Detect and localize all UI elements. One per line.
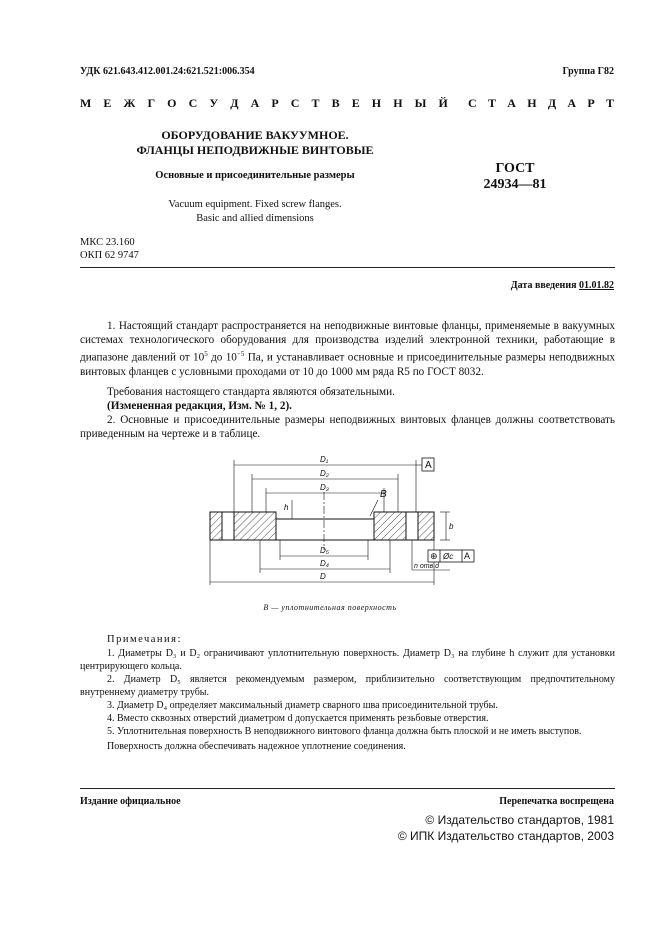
banner-letter: Д <box>547 96 557 110</box>
banner-letter: Н <box>371 96 382 110</box>
gost-label: ГОСТ <box>495 161 535 176</box>
banner-word-1 <box>80 96 448 111</box>
label-d: D <box>320 572 326 581</box>
paragraph-1-part-b: до 10 <box>207 351 237 364</box>
note-5: 5. Уплотнительная поверхность В неподвижного винтового фланца должна быть плоской и не иметь выступов. <box>107 726 582 737</box>
gost-number <box>470 161 560 193</box>
paragraph-1 <box>80 319 615 379</box>
label-h: h <box>284 503 289 512</box>
banner-letter: Т <box>605 96 614 110</box>
tolerance-datum: A <box>464 551 471 561</box>
bolt-hole-left <box>222 512 234 540</box>
tolerance-value: Øc <box>443 552 454 561</box>
label-d1: D₁ <box>320 455 329 464</box>
header-divider <box>80 267 615 268</box>
note-1: 1. Диаметры D₃ и D₂ ограничивают уплотнительную поверхность. Диаметр D₃ на глубине h служит для установки центрирующего кольца. <box>80 648 615 672</box>
banner-letter: А <box>567 96 577 110</box>
banner-letter: С <box>188 96 198 110</box>
banner-letter: Р <box>271 96 279 110</box>
english-title-line-1: Vacuum equipment. Fixed screw flanges. <box>168 199 342 210</box>
flange-bore <box>276 519 374 540</box>
reprint-prohibited: Перепечатка воспрещена <box>499 796 614 807</box>
bolt-hole-right <box>406 512 418 540</box>
label-d5: D₅ <box>320 546 329 555</box>
flange-drawing <box>200 452 471 582</box>
intro-date-value: 01.01.82 <box>579 280 614 291</box>
banner-letter: Е <box>351 96 360 110</box>
official-edition: Издание официальное <box>80 796 181 807</box>
pressure-exponent-2: −5 <box>236 350 245 358</box>
banner-letter: А <box>250 96 260 110</box>
copyright-2003: © ИПК Издательство стандартов, 2003 <box>397 829 614 843</box>
note-2: 2. Диаметр D₅ является рекомендуемым размером, приблизительно соответствующим предпочтительному внутреннему диаметру трубы. <box>80 674 615 698</box>
banner-letter: Й <box>438 96 448 110</box>
banner-letter: А <box>507 96 516 110</box>
banner-letter: С <box>290 96 300 110</box>
label-b: b <box>449 522 454 531</box>
banner-letter: Р <box>587 96 595 110</box>
banner-letter: Ж <box>123 96 136 110</box>
banner-letter: Т <box>487 96 496 110</box>
label-d2: D₂ <box>320 469 329 478</box>
label-d3: D₃ <box>320 483 329 492</box>
banner-letter: Т <box>311 96 320 110</box>
tolerance-symbol: ⊕ <box>430 551 438 561</box>
pressure-exponent-1: 5 <box>204 350 208 358</box>
label-d4: D₄ <box>320 559 329 568</box>
banner-letter: У <box>209 96 219 110</box>
paragraph-amendment: (Измененная редакция, Изм. № 1, 2). <box>107 400 292 412</box>
flange-section-left <box>210 512 276 540</box>
copyright-1981: © Издательство стандартов, 1981 <box>425 813 614 827</box>
banner-letter: М <box>80 96 92 110</box>
drawing-caption: В — уплотнительная поверхность <box>263 603 397 612</box>
banner-letter: Е <box>103 96 112 110</box>
english-title-line-2: Basic and allied dimensions <box>196 213 314 224</box>
note-4: 4. Вместо сквозных отверстий диаметром d допускается применять резьбовые отверстия. <box>107 713 489 724</box>
label-datum-a: A <box>425 460 432 471</box>
banner-letter: Н <box>527 96 537 110</box>
banner-letter: С <box>468 96 477 110</box>
classification-codes <box>80 236 139 262</box>
title-line-2: ФЛАНЦЫ НЕПОДВИЖНЫЕ ВИНТОВЫЕ <box>136 143 374 157</box>
banner-letter: О <box>167 96 177 110</box>
notes-heading: Примечания: <box>107 634 182 645</box>
flange-section-right <box>374 512 434 540</box>
introduction-date <box>511 280 614 291</box>
standard-banner <box>80 96 614 111</box>
paragraph-mandatory: Требования настоящего стандарта являются обязательными. <box>107 386 395 398</box>
english-title <box>130 198 380 226</box>
group-code: Группа Г82 <box>562 66 614 77</box>
label-holes: n отв.d <box>414 563 440 570</box>
banner-word-2 <box>468 96 614 111</box>
intro-date-label: Дата введения <box>510 280 577 291</box>
label-b-surface: B <box>380 489 387 500</box>
paragraph-2: 2. Основные и присоединительные размеры неподвижных винтовых фланцев должны соответствовать приведенным на чертеже и в таблице. <box>80 414 615 440</box>
banner-letter: В <box>331 96 340 110</box>
paragraph-1-part-a: 1. Настоящий стандарт распространяется на неподвижные винтовые фланцы, применяемые в вакуумных системах технологического оборудования для производства изделий электронной техники, работающие в диапазоне давлений от 10 <box>80 320 615 364</box>
paragraph-1-part-c: Па, и устанавливает основные и присоединительные размеры неподвижных винтовых фланцев с условными проходами от 10 до 1000 мм ряда R5 по ГОСТ 8032. <box>80 351 615 378</box>
okp-code: ОКП 62 9747 <box>80 250 139 261</box>
note-6: Поверхность должна обеспечивать надежное уплотнение соединения. <box>107 741 406 752</box>
title-line-1: ОБОРУДОВАНИЕ ВАКУУМНОЕ. <box>161 128 349 142</box>
document-subtitle: Основные и присоединительные размеры <box>155 170 355 181</box>
note-3: 3. Диаметр D₄ определяет максимальный диаметр сварного шва присоединительной трубы. <box>107 700 498 711</box>
footer-divider <box>80 788 615 789</box>
gost-code: 24934—81 <box>483 177 547 192</box>
banner-letter: Д <box>230 96 239 110</box>
document-title <box>130 128 380 158</box>
banner-letter: Г <box>147 96 156 110</box>
banner-letter: Ы <box>414 96 427 110</box>
udk-code: УДК 621.643.412.001.24:621.521:006.354 <box>80 66 255 77</box>
mks-code: МКС 23.160 <box>80 237 135 248</box>
banner-letter: Н <box>393 96 403 110</box>
